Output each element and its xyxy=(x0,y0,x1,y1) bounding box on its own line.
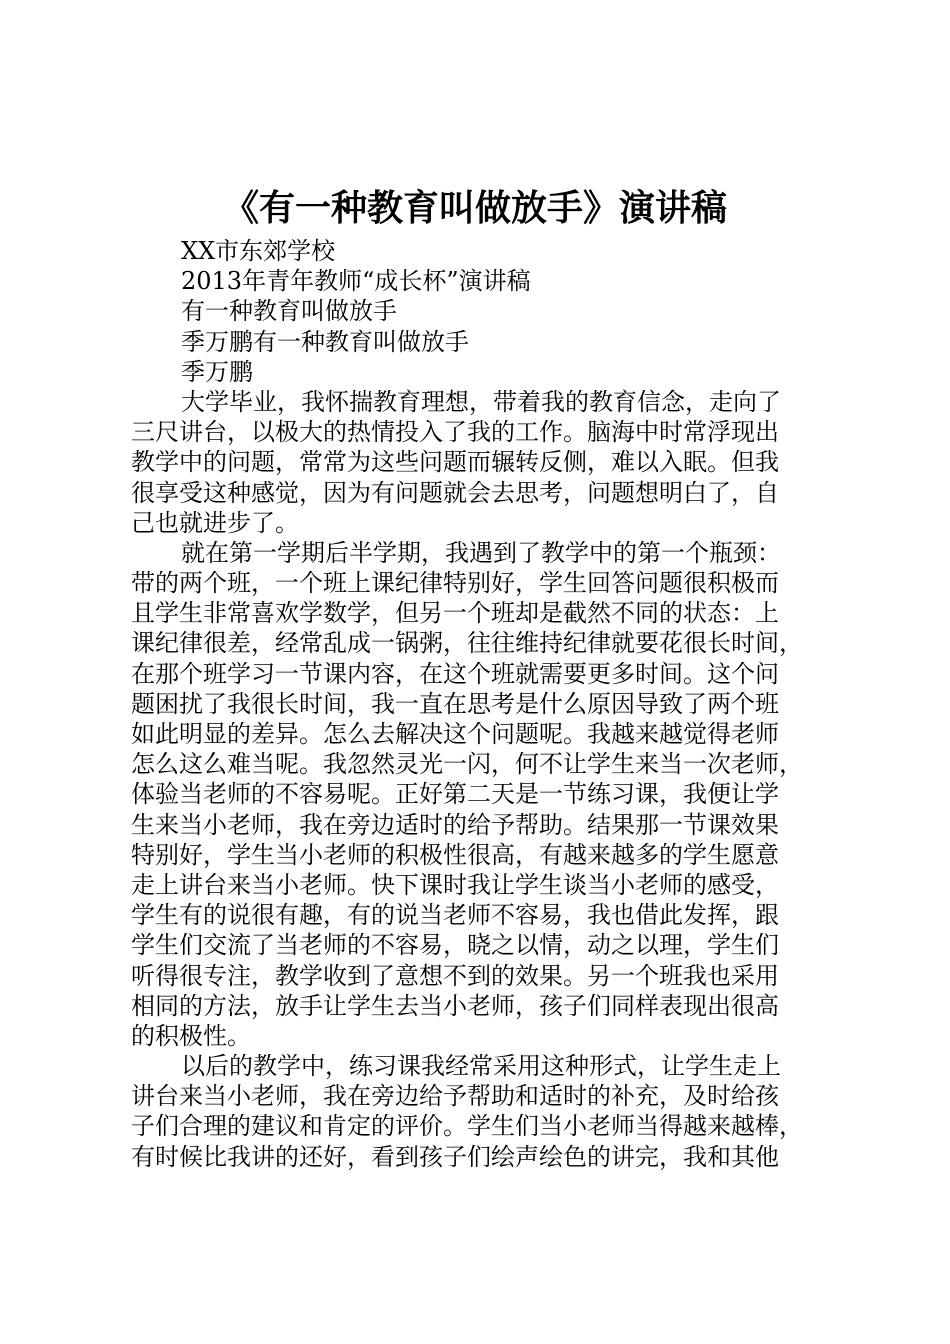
paragraph-line: 学生有的说很有趣，有的说当老师不容易，我也借此发挥，跟 xyxy=(131,901,779,930)
paragraph-line: 教学中的问题，常常为这些问题而辗转反侧，难以入眠。但我 xyxy=(131,448,779,477)
paragraph-line: 子们合理的建议和肯定的评价。学生们当小老师当得越来越棒， xyxy=(131,1112,803,1141)
paragraph-line: 体验当老师的不容易呢。正好第二天是一节练习课，我便让学 xyxy=(131,780,779,809)
paragraph-line: 听得很专注，教学收到了意想不到的效果。另一个班我也采用 xyxy=(131,961,779,990)
paragraph-line: 且学生非常喜欢学数学，但另一个班却是截然不同的状态：上 xyxy=(131,599,779,628)
paragraph-2 xyxy=(131,538,831,1051)
paragraph-3 xyxy=(131,1051,831,1172)
paragraph-line: 带的两个班，一个班上课纪律特别好，学生回答问题很积极而 xyxy=(131,569,779,598)
paragraph-line: 题困扰了我很长时间，我一直在思考是什么原因导致了两个班 xyxy=(131,689,779,718)
paragraph-line: 在那个班学习一节课内容，在这个班就需要更多时间。这个问 xyxy=(131,659,779,688)
header-school: XX市东郊学校 xyxy=(181,237,336,265)
paragraph-line: 相同的方法，放手让学生去当小老师，孩子们同样表现出很高 xyxy=(131,991,779,1020)
header-event: 2013年青年教师“成长杯”演讲稿 xyxy=(181,267,531,296)
paragraph-line: 怎么这么难当呢。我忽然灵光一闪，何不让学生来当一次老师， xyxy=(131,750,803,779)
paragraph-line: 如此明显的差异。怎么去解决这个问题呢。我越来越觉得老师 xyxy=(131,720,779,748)
paragraph-1 xyxy=(131,387,831,538)
paragraph-line: 的积极性。 xyxy=(131,1021,251,1050)
document-body xyxy=(131,236,831,1172)
header-author: 季万鹏 xyxy=(181,357,253,386)
paragraph-line: 特别好，学生当小老师的积极性很高，有越来越多的学生愿意 xyxy=(131,840,779,869)
paragraph-line: 很享受这种感觉，因为有问题就会去思考，问题想明白了，自 xyxy=(131,478,779,507)
paragraph-line: 学生们交流了当老师的不容易，晓之以情，动之以理，学生们 xyxy=(131,931,779,960)
paragraph-line: 有时候比我讲的还好，看到孩子们绘声绘色的讲完，我和其他 xyxy=(131,1142,779,1171)
paragraph-line: 走上讲台来当小老师。快下课时我让学生谈当小老师的感受， xyxy=(131,870,779,899)
paragraph-line: 就在第一学期后半学期，我遇到了教学中的第一个瓶颈： xyxy=(181,538,781,567)
paragraph-line: 以后的教学中，练习课我经常采用这种形式，让学生走上 xyxy=(181,1052,781,1081)
header-author-topic: 季万鹏有一种教育叫做放手 xyxy=(181,327,469,356)
paragraph-line: 生来当小老师，我在旁边适时的给予帮助。结果那一节课效果 xyxy=(131,810,779,839)
paragraph-line: 大学毕业，我怀揣教育理想，带着我的教育信念，走向了 xyxy=(181,387,781,416)
paragraph-line: 课纪律很差，经常乱成一锅粥，往往维持纪律就要花很长时间， xyxy=(131,629,803,658)
paragraph-line: 讲台来当小老师，我在旁边给予帮助和适时的补充，及时给孩 xyxy=(131,1082,779,1111)
paragraph-line: 三尺讲台，以极大的热情投入了我的工作。脑海中时常浮现出 xyxy=(131,418,779,447)
header-topic: 有一种教育叫做放手 xyxy=(181,297,397,326)
document-title: 《有一种教育叫做放手》演讲稿 xyxy=(222,187,727,229)
paragraph-line: 己也就进步了。 xyxy=(131,508,299,537)
